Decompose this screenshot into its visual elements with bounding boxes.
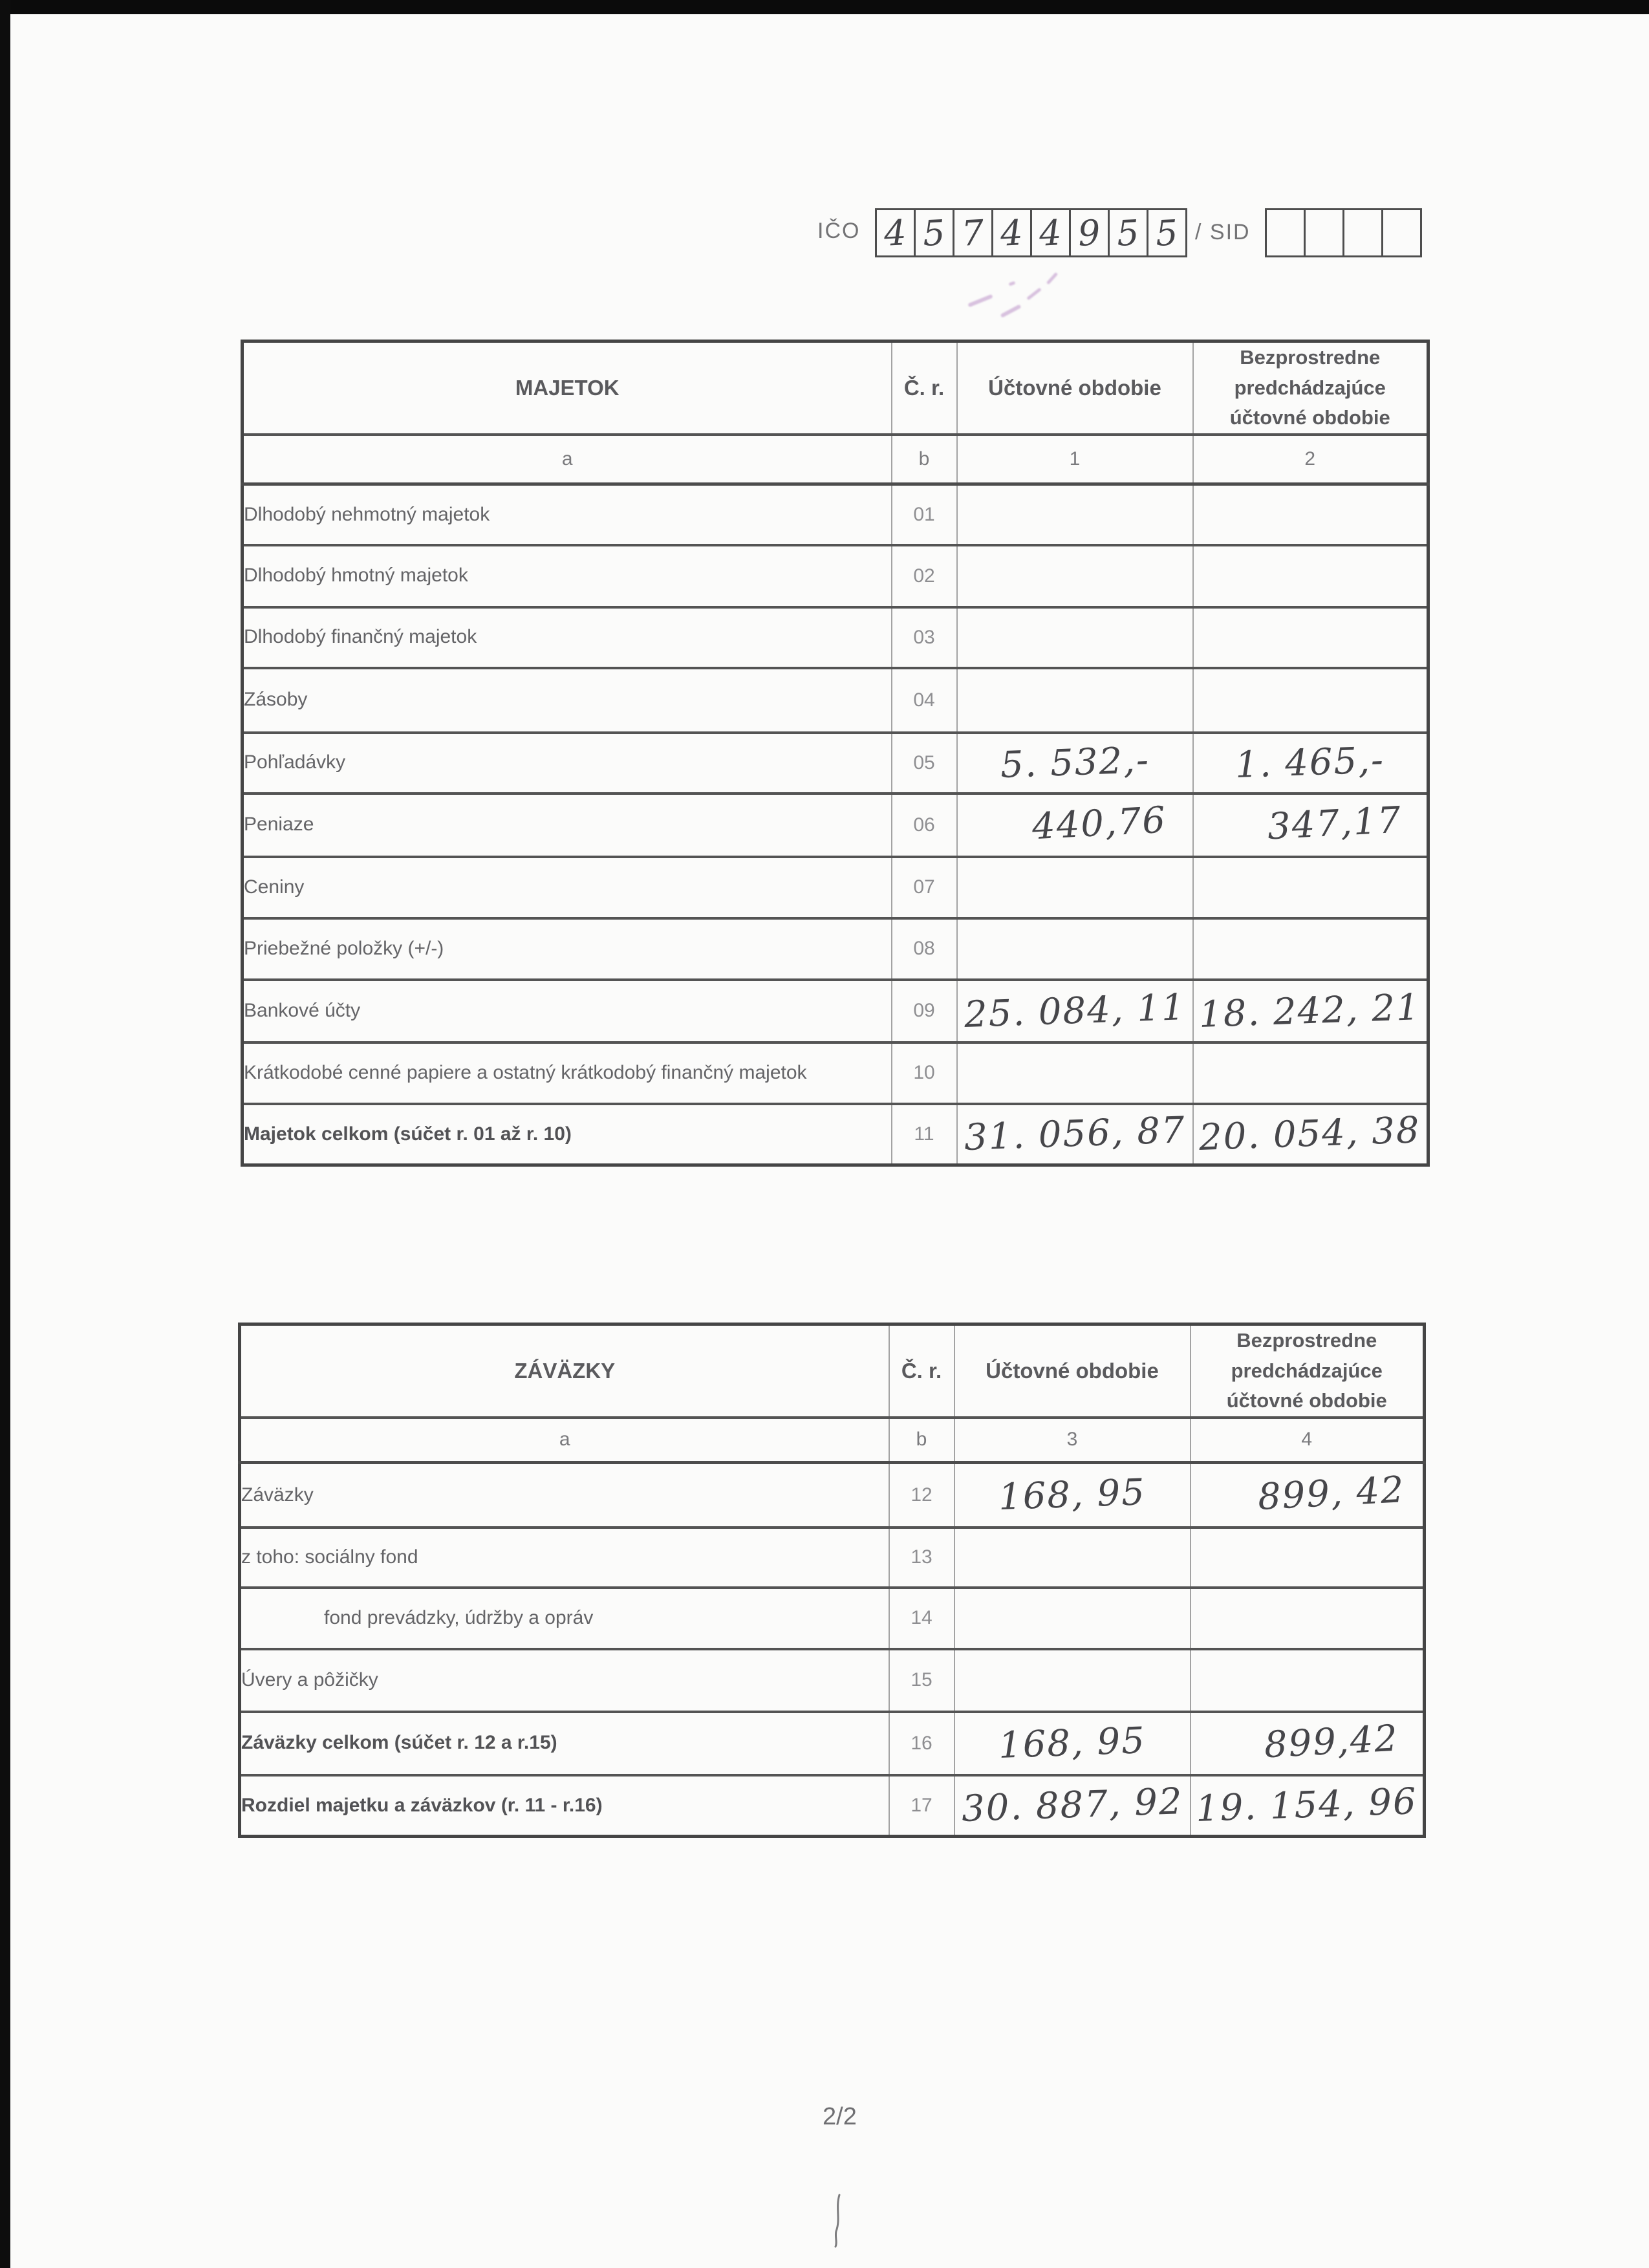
col-header-previous: Bezprostredne predchádzajúce účtovné obdobie: [1193, 341, 1428, 435]
row-number: 15: [889, 1649, 954, 1712]
handwritten-value: 168, 95: [998, 1471, 1147, 1519]
ico-field: [875, 208, 1187, 257]
value-previous: [1193, 918, 1428, 980]
sid-field: [1265, 208, 1422, 257]
row-label: Peniaze: [242, 794, 892, 857]
table-row: [242, 733, 1428, 794]
table-row: [240, 1463, 1425, 1528]
liabilities-subheader-row: [240, 1418, 1425, 1463]
ico-digit-cell: [1108, 208, 1148, 257]
ico-digit: 4: [999, 211, 1024, 254]
value-previous: [1193, 794, 1428, 857]
row-label: Majetok celkom (súčet r. 01 až r. 10): [242, 1104, 892, 1165]
value-previous: [1193, 733, 1428, 794]
table-row: [242, 857, 1428, 918]
col-header-current: Účtovné obdobie: [957, 341, 1193, 435]
row-label: Priebežné položky (+/-): [242, 918, 892, 980]
value-current: [957, 733, 1193, 794]
row-number: 07: [892, 857, 957, 918]
handwritten-value: 1. 465,-: [1234, 739, 1386, 787]
row-number: 09: [892, 980, 957, 1042]
handwritten-value: 31. 056, 87: [963, 1109, 1187, 1160]
value-current: [957, 980, 1193, 1042]
col-header-line: Č. r.: [892, 341, 957, 435]
value-previous: [1191, 1463, 1425, 1528]
row-number: 10: [892, 1042, 957, 1104]
value-current: [954, 1775, 1191, 1837]
scan-border-top: [0, 0, 1649, 14]
row-number: 12: [889, 1463, 954, 1528]
table-row: [242, 607, 1428, 668]
row-label: Pohľadávky: [242, 733, 892, 794]
page-number: 2/2: [823, 2103, 857, 2130]
row-label: z toho: sociálny fond: [240, 1528, 889, 1588]
row-label: Krátkodobé cenné papiere a ostatný krátkodobý finančný majetok: [242, 1042, 892, 1104]
ico-digit: 4: [1038, 211, 1063, 254]
ico-digit: 7: [960, 211, 986, 254]
handwritten-value: 899,42: [1263, 1717, 1400, 1767]
row-label: Dlhodobý nehmotný majetok: [242, 484, 892, 545]
ico-digit-cell: [953, 208, 993, 257]
value-current: [957, 607, 1193, 668]
table-row: [242, 794, 1428, 857]
table-row: [240, 1649, 1425, 1712]
table-row: [240, 1528, 1425, 1588]
ico-digit-cell: [914, 208, 954, 257]
sid-label: / SID: [1195, 220, 1251, 244]
row-label: Dlhodobý finančný majetok: [242, 607, 892, 668]
value-previous: [1191, 1528, 1425, 1588]
liabilities-header-row: [240, 1324, 1425, 1418]
assets-table: [241, 340, 1427, 1167]
row-number: 08: [892, 918, 957, 980]
table-row: [242, 980, 1428, 1042]
value-current: [957, 794, 1193, 857]
liabilities-title: ZÁVÄZKY: [240, 1324, 889, 1418]
value-current: [954, 1588, 1191, 1649]
row-label: Bankové účty: [242, 980, 892, 1042]
sid-digit-cell: [1304, 208, 1344, 257]
row-number: 16: [889, 1712, 954, 1775]
row-label: Dlhodobý hmotný majetok: [242, 545, 892, 607]
assets-header-row: [242, 341, 1428, 435]
row-number: 14: [889, 1588, 954, 1649]
ico-digit: 5: [1154, 211, 1180, 254]
value-previous: [1191, 1775, 1425, 1837]
value-previous: [1193, 1042, 1428, 1104]
handwritten-value: 18. 242, 21: [1198, 986, 1422, 1036]
value-current: [957, 668, 1193, 733]
assets-subheader-row: [242, 435, 1428, 484]
subheader-b: b: [892, 435, 957, 484]
ico-digit-cell: [1030, 208, 1071, 257]
row-label: Zásoby: [242, 668, 892, 733]
row-number: 01: [892, 484, 957, 545]
table-row: [240, 1588, 1425, 1649]
value-current: [954, 1712, 1191, 1775]
col-header-line: Č. r.: [889, 1324, 954, 1418]
subheader-3: 3: [954, 1418, 1191, 1463]
row-number: 13: [889, 1528, 954, 1588]
value-current: [954, 1463, 1191, 1528]
handwritten-value: 899, 42: [1256, 1469, 1406, 1519]
value-previous: [1193, 484, 1428, 545]
row-number: 06: [892, 794, 957, 857]
sid-digit-cell: [1342, 208, 1383, 257]
value-previous: [1193, 607, 1428, 668]
table-row-difference: [240, 1775, 1425, 1837]
value-current: [957, 1104, 1193, 1165]
value-current: [957, 918, 1193, 980]
row-label: fond prevádzky, údržby a opráv: [240, 1588, 889, 1649]
row-number: 03: [892, 607, 957, 668]
ico-digit: 9: [1077, 211, 1102, 254]
value-previous: [1191, 1712, 1425, 1775]
handwritten-value: 20. 054, 38: [1198, 1109, 1422, 1160]
value-previous: [1193, 545, 1428, 607]
table-row-total: [240, 1712, 1425, 1775]
table-row: [242, 668, 1428, 733]
handwritten-value: 5. 532,-: [999, 739, 1150, 787]
sid-digit-cell: [1381, 208, 1422, 257]
row-number: 17: [889, 1775, 954, 1837]
row-label: Rozdiel majetku a záväzkov (r. 11 - r.16): [240, 1775, 889, 1837]
value-current: [957, 857, 1193, 918]
ico-digit-cell: [1069, 208, 1110, 257]
assets-title: MAJETOK: [242, 341, 892, 435]
value-current: [957, 484, 1193, 545]
value-previous: [1193, 668, 1428, 733]
col-header-current: Účtovné obdobie: [954, 1324, 1191, 1418]
ico-digit: 4: [883, 211, 908, 254]
subheader-b: b: [889, 1418, 954, 1463]
value-current: [954, 1528, 1191, 1588]
subheader-a: a: [240, 1418, 889, 1463]
value-current: [957, 1042, 1193, 1104]
scan-border-left: [0, 0, 10, 2268]
subheader-4: 4: [1191, 1418, 1425, 1463]
handwritten-value: 347,17: [1266, 799, 1403, 848]
handwritten-value: 19. 154, 96: [1195, 1780, 1419, 1831]
sid-digit-cell: [1265, 208, 1306, 257]
ico-digit-cell: [875, 208, 916, 257]
value-previous: [1193, 1104, 1428, 1165]
row-number: 04: [892, 668, 957, 733]
table-row: [242, 484, 1428, 545]
pen-mark: [830, 2194, 846, 2248]
subheader-2: 2: [1193, 435, 1428, 484]
row-number: 11: [892, 1104, 957, 1165]
row-number: 02: [892, 545, 957, 607]
ico-label: IČO: [817, 219, 861, 243]
subheader-a: a: [242, 435, 892, 484]
row-number: 05: [892, 733, 957, 794]
handwritten-value: 30. 887, 92: [960, 1780, 1184, 1831]
value-previous: [1191, 1649, 1425, 1712]
value-current: [957, 545, 1193, 607]
handwritten-value: 440,76: [1031, 799, 1168, 848]
handwritten-value: 168, 95: [998, 1720, 1147, 1767]
table-row: [242, 918, 1428, 980]
ico-digit: 5: [921, 211, 947, 254]
ico-digit-cell: [1147, 208, 1187, 257]
ico-digit: 5: [1116, 211, 1141, 254]
handwritten-value: 25. 084, 11: [963, 986, 1187, 1036]
row-label: Záväzky: [240, 1463, 889, 1528]
subheader-1: 1: [957, 435, 1193, 484]
value-previous: [1193, 857, 1428, 918]
value-previous: [1191, 1588, 1425, 1649]
table-row: [242, 1042, 1428, 1104]
col-header-previous: Bezprostredne predchádzajúce účtovné obdobie: [1191, 1324, 1425, 1418]
value-current: [954, 1649, 1191, 1712]
row-label: Úvery a pôžičky: [240, 1649, 889, 1712]
ico-digit-cell: [991, 208, 1032, 257]
table-row-total: [242, 1104, 1428, 1165]
liabilities-table: [238, 1323, 1423, 1838]
row-label: Záväzky celkom (súčet r. 12 a r.15): [240, 1712, 889, 1775]
table-row: [242, 545, 1428, 607]
value-previous: [1193, 980, 1428, 1042]
row-label: Ceniny: [242, 857, 892, 918]
